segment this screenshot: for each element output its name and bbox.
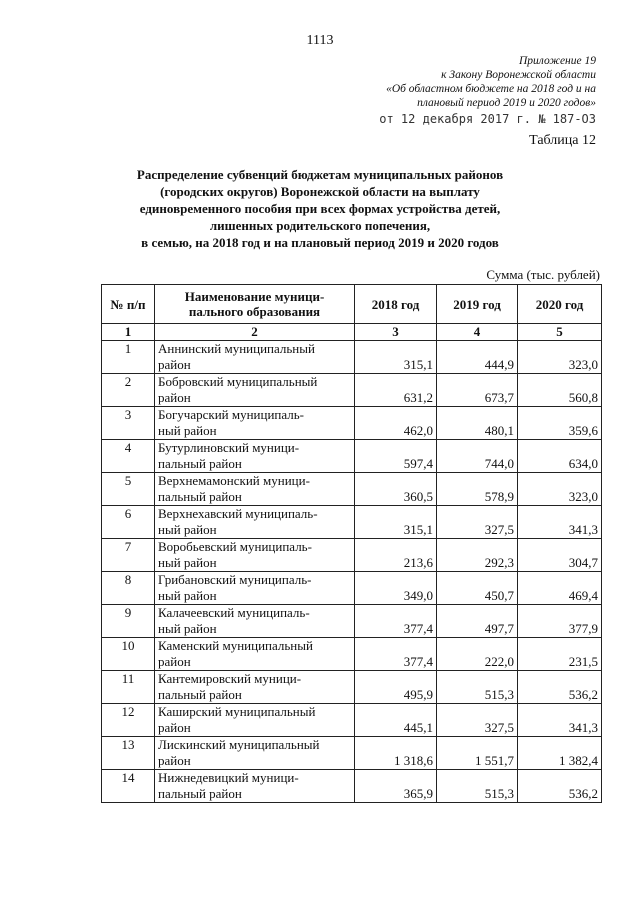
municipality-name bbox=[155, 605, 355, 638]
page-number: 1113 bbox=[306, 33, 334, 48]
table-row bbox=[102, 572, 602, 605]
municipality-name-line: Калачеевский муниципаль- bbox=[158, 605, 310, 620]
municipality-name bbox=[155, 440, 355, 473]
municipality-name bbox=[155, 671, 355, 704]
municipality-name-line: пальный район bbox=[158, 456, 242, 471]
value-2018: 1 318,6 bbox=[355, 737, 437, 770]
municipality-name bbox=[155, 572, 355, 605]
column-number: 1 bbox=[102, 324, 155, 341]
municipality-name-line: ный район bbox=[158, 621, 217, 636]
table-row bbox=[102, 737, 602, 770]
row-number: 1 bbox=[102, 341, 155, 374]
value-2019: 673,7 bbox=[437, 374, 518, 407]
row-number: 13 bbox=[102, 737, 155, 770]
municipality-name-line: Аннинский муниципальный bbox=[158, 341, 315, 356]
value-2020: 231,5 bbox=[518, 638, 602, 671]
municipality-name-line: Бобровский муниципальный bbox=[158, 374, 318, 389]
row-number: 4 bbox=[102, 440, 155, 473]
value-2020: 536,2 bbox=[518, 671, 602, 704]
table-row bbox=[102, 539, 602, 572]
table-row bbox=[102, 407, 602, 440]
value-2018: 377,4 bbox=[355, 638, 437, 671]
municipality-name-line: Кантемировский муници- bbox=[158, 671, 302, 686]
value-2018: 213,6 bbox=[355, 539, 437, 572]
municipality-name bbox=[155, 374, 355, 407]
municipality-name-line: Верхнемамонский муници- bbox=[158, 473, 310, 488]
table-row bbox=[102, 770, 602, 803]
value-2019: 444,9 bbox=[437, 341, 518, 374]
value-2019: 497,7 bbox=[437, 605, 518, 638]
value-2020: 377,9 bbox=[518, 605, 602, 638]
value-2018: 315,1 bbox=[355, 341, 437, 374]
units-label: Сумма (тыс. рублей) bbox=[486, 267, 600, 282]
value-2018: 495,9 bbox=[355, 671, 437, 704]
municipality-name-line: пальный район bbox=[158, 489, 242, 504]
table-row bbox=[102, 638, 602, 671]
municipality-name bbox=[155, 638, 355, 671]
value-2018: 365,9 bbox=[355, 770, 437, 803]
value-2018: 315,1 bbox=[355, 506, 437, 539]
table-label: Таблица 12 bbox=[529, 133, 596, 148]
row-number: 6 bbox=[102, 506, 155, 539]
value-2019: 327,5 bbox=[437, 704, 518, 737]
row-number: 8 bbox=[102, 572, 155, 605]
municipality-name-line: Каменский муниципальный bbox=[158, 638, 313, 653]
municipality-name-line: ный район bbox=[158, 522, 217, 537]
municipality-name-line: Богучарский муниципаль- bbox=[158, 407, 304, 422]
column-number-row bbox=[102, 324, 602, 341]
municipality-name-line: Верхнехавский муниципаль- bbox=[158, 506, 318, 521]
value-2018: 445,1 bbox=[355, 704, 437, 737]
appendix-line: к Закону Воронежской области bbox=[441, 69, 596, 81]
header-num: № п/п bbox=[102, 285, 155, 324]
municipality-name bbox=[155, 704, 355, 737]
municipality-name-line: Грибановский муниципаль- bbox=[158, 572, 312, 587]
row-number: 5 bbox=[102, 473, 155, 506]
table-row bbox=[102, 704, 602, 737]
row-number: 12 bbox=[102, 704, 155, 737]
appendix-line: «Об областном бюджете на 2018 год и на bbox=[386, 83, 596, 95]
municipality-name-line: Бутурлиновский муници- bbox=[158, 440, 300, 455]
appendix-line: Приложение 19 bbox=[518, 55, 596, 67]
column-number: 3 bbox=[355, 324, 437, 341]
title-line: лишенных родительского попечения, bbox=[209, 218, 431, 233]
value-2019: 450,7 bbox=[437, 572, 518, 605]
value-2020: 536,2 bbox=[518, 770, 602, 803]
document-title bbox=[90, 166, 550, 251]
row-number: 7 bbox=[102, 539, 155, 572]
value-2018: 462,0 bbox=[355, 407, 437, 440]
value-2018: 360,5 bbox=[355, 473, 437, 506]
table-row bbox=[102, 374, 602, 407]
header-2018: 2018 год bbox=[355, 285, 437, 324]
value-2019: 515,3 bbox=[437, 770, 518, 803]
header-name: Наименование муници-пального образования bbox=[155, 285, 355, 324]
value-2019: 744,0 bbox=[437, 440, 518, 473]
column-number: 4 bbox=[437, 324, 518, 341]
municipality-name-line: ный район bbox=[158, 423, 217, 438]
value-2019: 327,5 bbox=[437, 506, 518, 539]
municipality-name-line: Каширский муниципальный bbox=[158, 704, 316, 719]
municipality-name-line: район bbox=[158, 654, 191, 669]
value-2019: 222,0 bbox=[437, 638, 518, 671]
municipality-name-line: ный район bbox=[158, 555, 217, 570]
municipality-name bbox=[155, 506, 355, 539]
decree-stamp: от 12 декабря 2017 г. № 187-ОЗ bbox=[379, 112, 596, 126]
row-number: 11 bbox=[102, 671, 155, 704]
table-row bbox=[102, 473, 602, 506]
municipality-name-line: район bbox=[158, 753, 191, 768]
municipality-name bbox=[155, 770, 355, 803]
municipality-name-line: район bbox=[158, 357, 191, 372]
title-line: единовременного пособия при всех формах устройства детей, bbox=[139, 201, 501, 216]
table-row bbox=[102, 671, 602, 704]
appendix-line: плановый период 2019 и 2020 годов» bbox=[417, 97, 596, 109]
value-2020: 323,0 bbox=[518, 341, 602, 374]
table-row bbox=[102, 506, 602, 539]
value-2020: 469,4 bbox=[518, 572, 602, 605]
municipality-name bbox=[155, 737, 355, 770]
value-2020: 560,8 bbox=[518, 374, 602, 407]
column-number: 2 bbox=[155, 324, 355, 341]
value-2020: 341,3 bbox=[518, 506, 602, 539]
municipality-name-line: пальный район bbox=[158, 687, 242, 702]
municipality-name-line: район bbox=[158, 390, 191, 405]
municipality-name-line: Воробьевский муниципаль- bbox=[158, 539, 312, 554]
value-2018: 349,0 bbox=[355, 572, 437, 605]
value-2019: 578,9 bbox=[437, 473, 518, 506]
value-2020: 359,6 bbox=[518, 407, 602, 440]
value-2020: 341,3 bbox=[518, 704, 602, 737]
table-row bbox=[102, 341, 602, 374]
header-2019: 2019 год bbox=[437, 285, 518, 324]
municipality-name-line: Нижнедевицкий муници- bbox=[158, 770, 299, 785]
row-number: 2 bbox=[102, 374, 155, 407]
municipality-name bbox=[155, 539, 355, 572]
title-line: (городских округов) Воронежской области на выплату bbox=[160, 184, 480, 199]
municipality-name bbox=[155, 407, 355, 440]
row-number: 10 bbox=[102, 638, 155, 671]
value-2018: 597,4 bbox=[355, 440, 437, 473]
title-line: Распределение субвенций бюджетам муниципальных районов bbox=[136, 167, 504, 182]
title-line: в семью, на 2018 год и на плановый период 2019 и 2020 годов bbox=[141, 235, 499, 250]
municipality-name-line: район bbox=[158, 720, 191, 735]
row-number: 9 bbox=[102, 605, 155, 638]
table-row bbox=[102, 605, 602, 638]
appendix-block bbox=[266, 54, 596, 110]
value-2018: 631,2 bbox=[355, 374, 437, 407]
municipality-name-line: Лискинский муниципальный bbox=[158, 737, 320, 752]
municipality-name-line: ный район bbox=[158, 588, 217, 603]
row-number: 3 bbox=[102, 407, 155, 440]
municipality-name bbox=[155, 473, 355, 506]
value-2020: 304,7 bbox=[518, 539, 602, 572]
table-row bbox=[102, 440, 602, 473]
municipality-name bbox=[155, 341, 355, 374]
column-number: 5 bbox=[518, 324, 602, 341]
value-2019: 480,1 bbox=[437, 407, 518, 440]
subsidy-table bbox=[101, 284, 602, 803]
table-header-row bbox=[102, 285, 602, 324]
municipality-name-line: пальный район bbox=[158, 786, 242, 801]
value-2019: 1 551,7 bbox=[437, 737, 518, 770]
value-2020: 323,0 bbox=[518, 473, 602, 506]
value-2020: 1 382,4 bbox=[518, 737, 602, 770]
value-2019: 292,3 bbox=[437, 539, 518, 572]
row-number: 14 bbox=[102, 770, 155, 803]
value-2020: 634,0 bbox=[518, 440, 602, 473]
value-2019: 515,3 bbox=[437, 671, 518, 704]
header-2020: 2020 год bbox=[518, 285, 602, 324]
value-2018: 377,4 bbox=[355, 605, 437, 638]
